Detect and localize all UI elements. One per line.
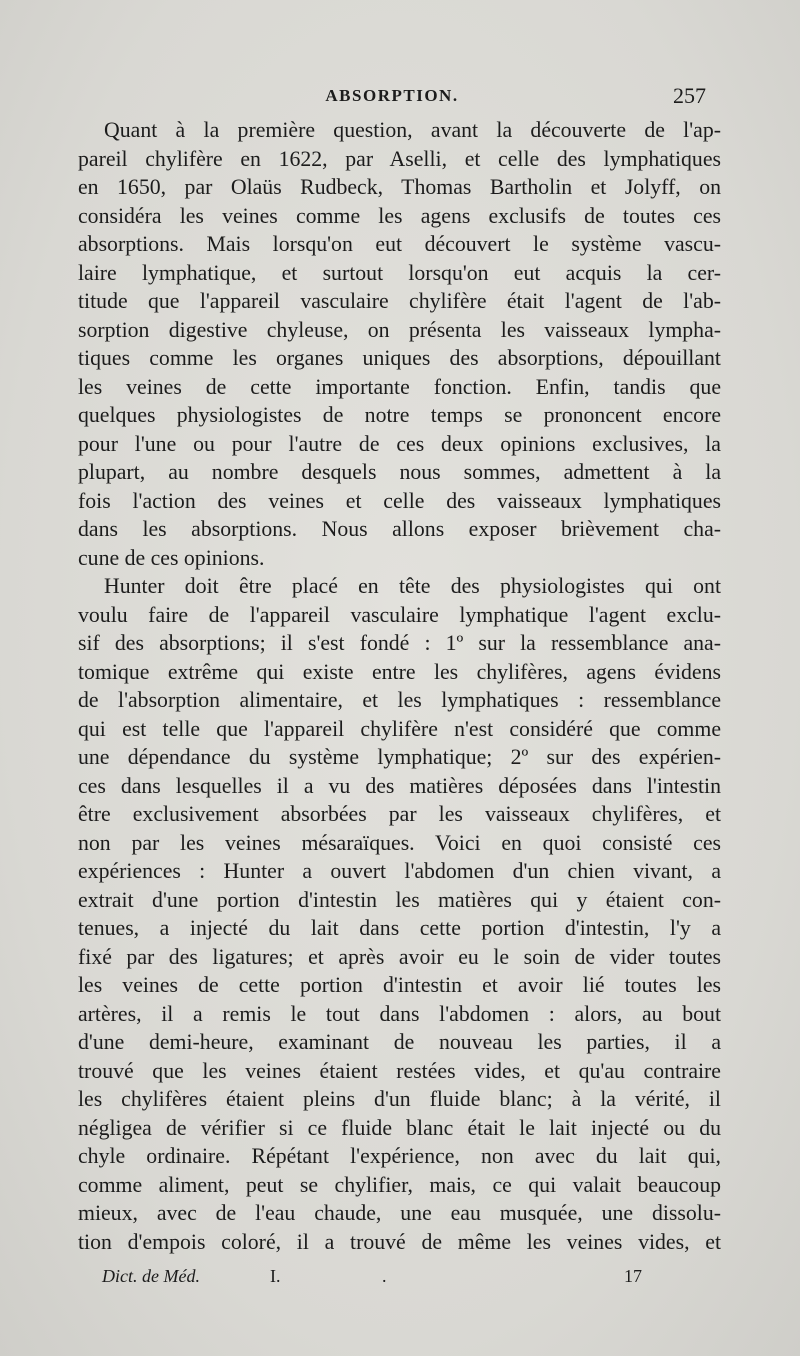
text-line: absorptions. Mais lorsqu'on eut découvert le système vascu- — [78, 232, 721, 256]
text-line: les veines de cette portion d'intestin et avoir lié toutes les — [78, 973, 721, 997]
text-line: d'une demi-heure, examinant de nouveau les parties, il a — [78, 1030, 721, 1054]
text-line: cune de ces opinions. — [78, 545, 265, 570]
text-line: être exclusivement absorbées par les vaisseaux chylifères, et — [78, 802, 721, 826]
text-line: tion d'empois coloré, il a trouvé de même les veines vides, et — [78, 1229, 721, 1254]
text-line: les chylifères étaient pleins d'un fluide blanc; à la vérité, il — [78, 1087, 721, 1111]
page-header — [78, 83, 706, 110]
text-line: sif des absorptions; il s'est fondé : 1º sur la ressemblance ana- — [78, 631, 721, 655]
signature-title: Dict. de Méd. — [102, 1266, 200, 1286]
text-line: tiques comme les organes uniques des absorptions, dépouillant — [78, 346, 721, 370]
text-line: dans les absorptions. Nous allons exposer brièvement cha- — [78, 517, 721, 541]
text-line: non par les veines mésaraïques. Voici en quoi consisté ces — [78, 830, 721, 855]
text-line: expériences : Hunter a ouvert l'abdomen d'un chien vivant, a — [78, 859, 721, 883]
text-line: tomique extrême qui existe entre les chylifères, agens évidens — [78, 659, 721, 684]
signature-footer — [102, 1266, 642, 1292]
text-line: artères, il a remis le tout dans l'abdomen : alors, au bout — [78, 1001, 721, 1026]
page-number: 257 — [673, 83, 706, 108]
text-line: trouvé que les veines étaient restées vides, et qu'au contraire — [78, 1058, 721, 1083]
text-line: sorption digestive chyleuse, on présenta les vaisseaux lympha- — [78, 317, 721, 342]
signature-number: 17 — [624, 1266, 642, 1286]
text-line: voulu faire de l'appareil vasculaire lymphatique l'agent exclu- — [78, 602, 721, 627]
text-line: titude que l'appareil vasculaire chylifère était l'agent de l'ab- — [78, 289, 721, 313]
text-line: pour l'une ou pour l'autre de ces deux opinions exclusives, la — [78, 431, 721, 456]
text-line: extrait d'une portion d'intestin les matières qui y étaient con- — [78, 887, 721, 912]
text-line: Quant à la première question, avant la découverte de l'ap- — [104, 118, 721, 142]
text-line: en 1650, par Olaüs Rudbeck, Thomas Bartholin et Jolyff, on — [78, 175, 721, 199]
text-line: négligea de vérifier si ce fluide blanc était le lait injecté ou du — [78, 1115, 721, 1140]
text-line: mieux, avec de l'eau chaude, une eau musquée, une dissolu- — [78, 1201, 721, 1225]
printer-mark: . — [382, 1266, 387, 1286]
text-line: comme aliment, peut se chylifier, mais, ce qui valait beaucoup — [78, 1172, 721, 1197]
text-line: une dépendance du système lymphatique; 2º sur des expérien- — [78, 745, 721, 769]
text-line: plupart, au nombre desquels nous sommes, admettent à la — [78, 460, 721, 484]
text-line: pareil chylifère en 1622, par Aselli, et celle des lymphatiques — [78, 146, 721, 171]
text-line: fixé par des ligatures; et après avoir eu le soin de vider toutes — [78, 944, 721, 969]
text-line: de l'absorption alimentaire, et les lymphatiques : ressemblance — [78, 688, 721, 712]
text-line: tenues, a injecté du lait dans cette portion d'intestin, l'y a — [78, 916, 721, 940]
text-line: quelques physiologistes de notre temps se prononcent encore — [78, 403, 721, 427]
text-line: fois l'action des veines et celle des vaisseaux lymphatiques — [78, 488, 721, 513]
text-line: considéra les veines comme les agens exclusifs de toutes ces — [78, 203, 721, 228]
volume-number: I. — [270, 1266, 281, 1286]
text-line: ces dans lesquelles il a vu des matières déposées dans l'intestin — [78, 773, 721, 798]
text-line: Hunter doit être placé en tête des physiologistes qui ont — [104, 574, 721, 598]
running-title: ABSORPTION. — [325, 86, 459, 105]
body-text — [78, 116, 721, 1256]
text-line: les veines de cette importante fonction. Enfin, tandis que — [78, 374, 721, 399]
text-line: qui est telle que l'appareil chylifère n'est considéré que comme — [78, 716, 721, 741]
text-line: chyle ordinaire. Répétant l'expérience, non avec du lait qui, — [78, 1144, 721, 1168]
text-line: laire lymphatique, et surtout lorsqu'on eut acquis la cer- — [78, 260, 721, 285]
